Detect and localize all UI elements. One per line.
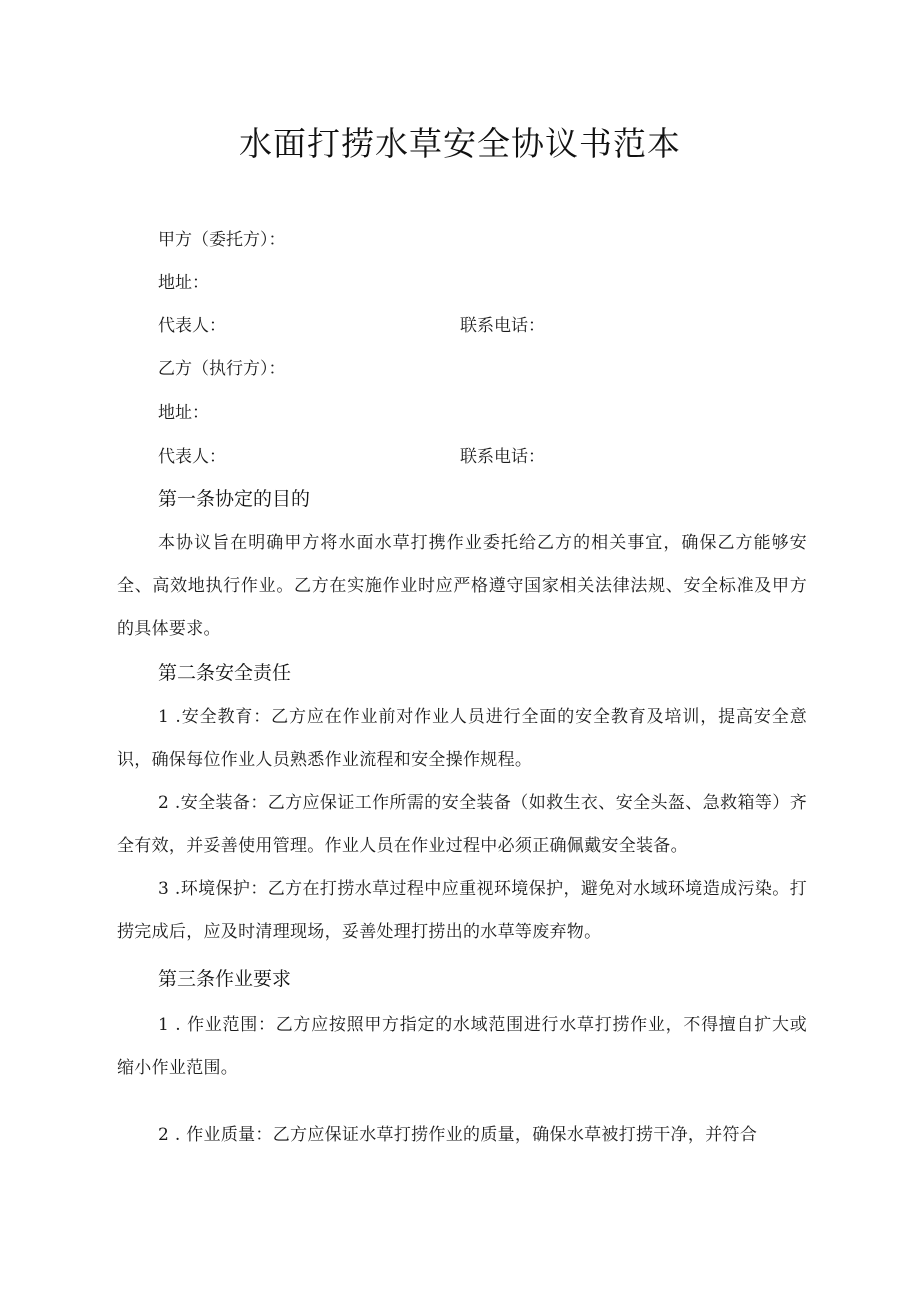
- party-a-label: 甲方（委托方）：: [158, 230, 286, 250]
- article3-item-1: 1 . 作业范围：乙方应按照甲方指定的水域范围进行水草打捞作业，不得擅自扩大或缩小作业范围。: [117, 1015, 807, 1078]
- article2-item-2: 2 .安全装备：乙方应保证工作所需的安全装备（如救生衣、安全头盔、急救箱等）齐全有效，并妥善使用管理。作业人员在作业过程中必须正确佩戴安全装备。: [117, 793, 807, 856]
- document-title: 水面打捞水草安全协议书范本: [239, 124, 681, 163]
- article2-heading: 第二条安全责任: [158, 662, 292, 684]
- party-b-phone-label: 联系电话：: [460, 447, 545, 467]
- article3-heading: 第三条作业要求: [158, 968, 292, 990]
- article1-heading: 第一条协定的目的: [158, 488, 311, 510]
- party-a-address-label: 地址：: [158, 273, 209, 293]
- party-b-label: 乙方（执行方）：: [158, 359, 286, 379]
- article1-text: 本协议旨在明确甲方将水面水草打携作业委托给乙方的相关事宜，确保乙方能够安全、高效地执行作业。乙方在实施作业时应严格遵守国家相关法律法规、安全标准及甲方的具体要求。: [117, 533, 807, 639]
- article2-item-3: 3 .环境保护：乙方在打捞水草过程中应重视环境保护，避免对水域环境造成污染。打捞完成后，应及时清理现场，妥善处理打捞出的水草等废弃物。: [117, 879, 807, 942]
- party-a-phone-label: 联系电话：: [460, 316, 545, 336]
- article2-item-1: 1 .安全教育：乙方应在作业前对作业人员进行全面的安全教育及培训，提高安全意识，确保每位作业人员熟悉作业流程和安全操作规程。: [117, 707, 807, 770]
- party-a-rep-label: 代表人：: [158, 316, 226, 336]
- article3-item-2: 2 . 作业质量：乙方应保证水草打捞作业的质量，确保水草被打捞干净，并符合: [158, 1125, 758, 1145]
- party-b-rep-label: 代表人：: [158, 447, 226, 467]
- party-b-address-label: 地址：: [158, 403, 209, 423]
